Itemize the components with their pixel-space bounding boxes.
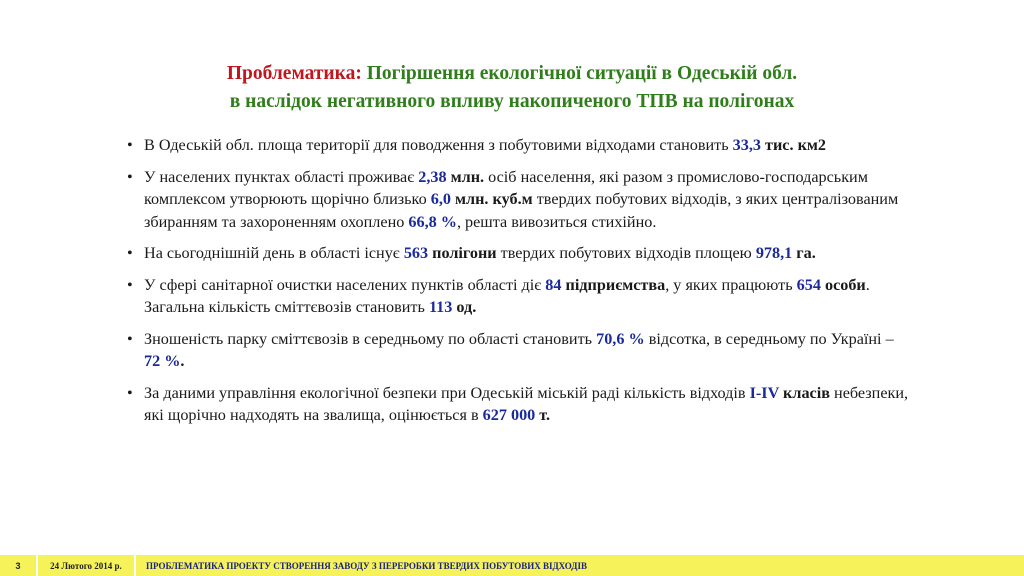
bold-text: га. [792,244,816,262]
bullet-text: У населених пунктах області проживає [144,167,419,186]
highlight-value: 113 [428,298,453,316]
highlight-value: 33,3 [732,136,761,154]
bold-text: . [180,352,185,370]
bullet-item-area [122,134,912,157]
bullet-text: небезпеки, які щорічно надходять на звалища, оцінюється в [144,383,909,424]
bullet-text: , решта вивозиться стихійно. [456,212,657,231]
bullet-text: У сфері санітарної очистки населених пунктів області діє [144,275,546,294]
bold-text: т. [535,406,551,424]
highlight-value: 563 [403,244,429,262]
bullet-text: Зношеність парку сміттєвозів в середньому по області становить [144,329,597,348]
title-lead: Проблематика: [226,63,362,84]
bold-text: млн. [446,167,485,186]
bold-text: підприємства [561,275,666,294]
bullet-item-wear [122,328,912,373]
bullet-text: За даними управління екологічної безпеки при Одеській міській раді кількість відходів [144,383,750,402]
bullet-list [122,134,912,436]
bullet-text: відсотка, в середньому по Україні – [644,329,894,348]
bold-text: млн. куб.м [450,190,533,208]
slide-title [60,60,964,116]
title-line-1 [60,60,964,88]
bullet-text: твердих побутових відходів площею [496,244,756,262]
highlight-value: 70,6 % [596,329,645,348]
bold-text: полігони [428,244,497,262]
footer-caption: ПРОБЛЕМАТИКА ПРОЕКТУ СТВОРЕННЯ ЗАВОДУ З ПЕРЕРОБКИ ТВЕРДИХ ПОБУТОВИХ ВІДХОДІВ [136,555,1024,576]
title-line-2: в наслідок негативного впливу накопиченого ТПВ на полігонах [229,91,795,112]
bullet-text: . Загальна кількість сміттєвозів становить [144,275,870,316]
highlight-value: 6,0 [430,190,451,208]
footer-date: 24 Лютого 2014 р. [38,555,134,576]
highlight-value: I-IV [749,383,779,402]
highlight-value: 978,1 [755,244,793,262]
highlight-value: 2,38 [418,167,447,186]
bullet-text: На сьогоднішній день в області існує [144,244,404,262]
bullet-text: осіб населення, які разом з промислово-господарським комплексом утворюють щорічно близько [144,167,868,208]
highlight-value: 654 [796,275,821,294]
highlight-value: 84 [545,275,562,294]
highlight-value: 72 % [144,352,181,370]
bullet-item-hazard [122,382,912,427]
bold-text: тис. км2 [760,136,827,154]
bullet-item-landfills [122,242,912,265]
title-main: Погіршення екологічної ситуації в Одеській обл. [361,63,798,84]
bullet-text: В Одеській обл. площа території для поводження з побутовими відходами становить [144,136,733,154]
bullet-item-enterprises [122,274,912,319]
page-number: 3 [0,555,36,576]
bold-text: од. [452,298,477,316]
highlight-value: 66,8 % [408,212,457,231]
bullet-item-population [122,166,912,234]
bullet-text: , у яких працюють [665,275,797,294]
highlight-value: 627 000 [482,406,536,424]
bullet-text: твердих побутових відходів, з яких централізованим збиранням та захороненням охоплено [144,190,899,231]
slide-footer [0,555,1024,576]
bold-text: класів [779,383,830,402]
bold-text: особи [820,275,866,294]
